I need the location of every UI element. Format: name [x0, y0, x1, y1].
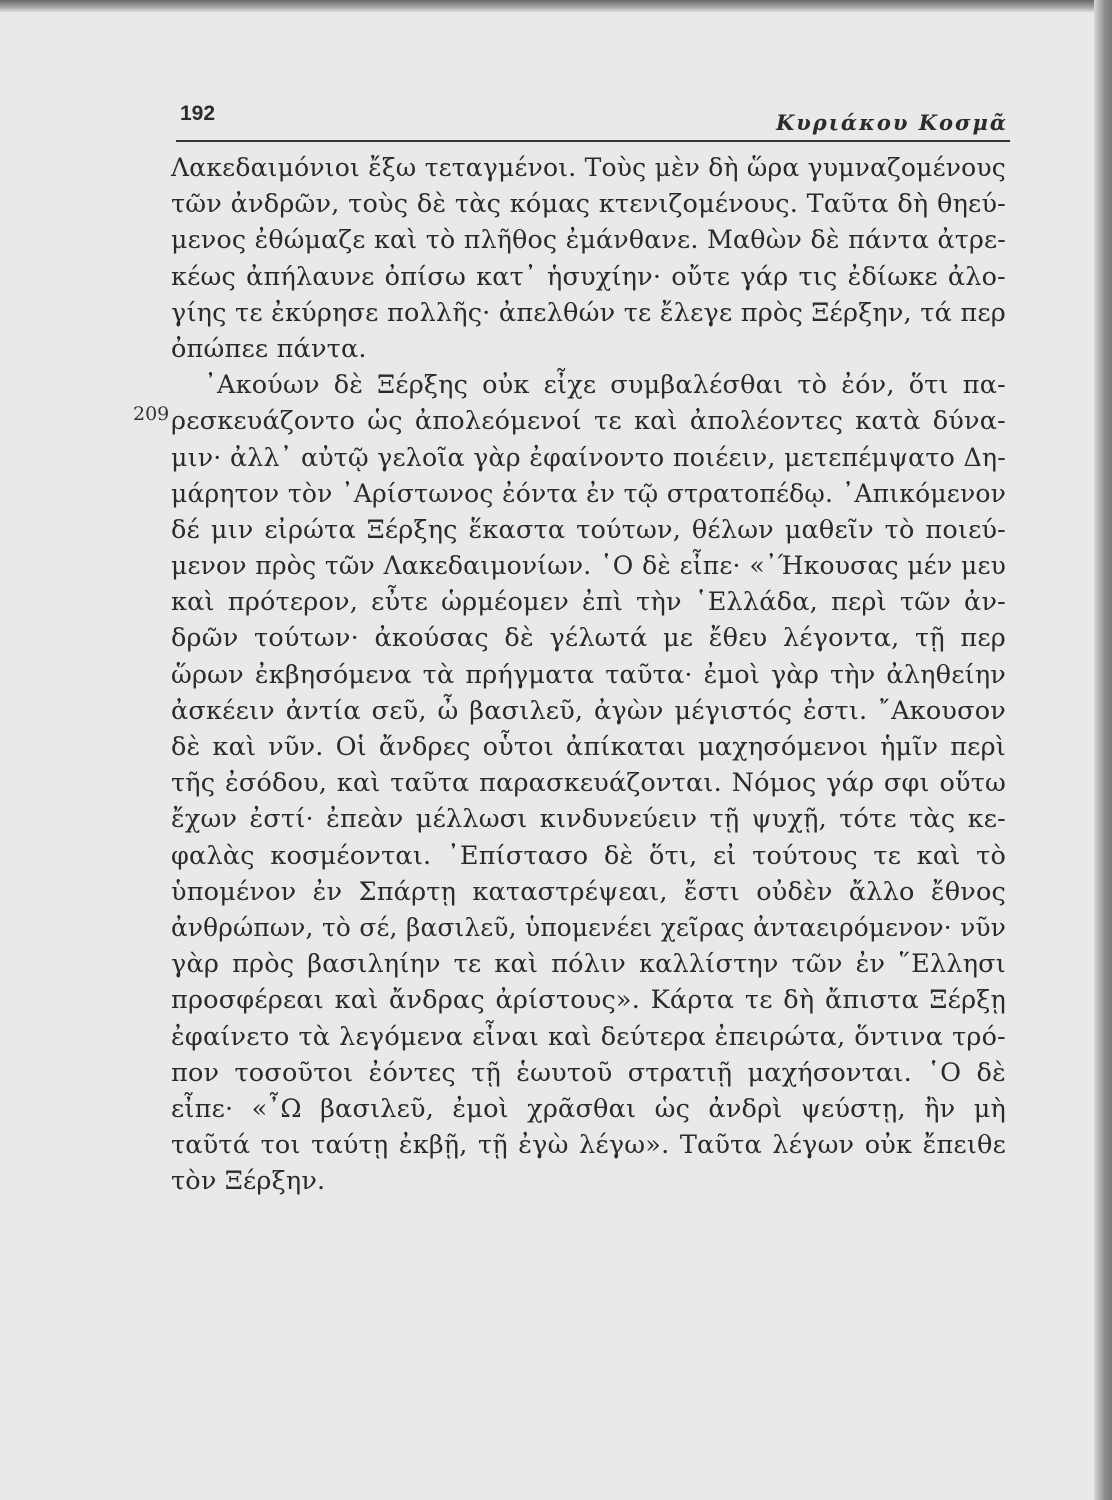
text-line: ἀσκέειν ἀντία σεῦ, ὦ βασιλεῦ, ἀγὼν μέγιστός ἐστι. ῎Ακουσον: [171, 695, 1006, 726]
text-line: ρεσκευάζοντο ὡς ἀπολεόμενοί τε καὶ ἀπολέοντες κατὰ δύνα-: [171, 406, 1006, 437]
text-line: μάρητον τὸν ᾽Αρίστωνος ἐόντα ἐν τῷ στρατοπέδῳ. ᾽Απικόμενον: [171, 478, 1006, 508]
text-line: τῶν ἀνδρῶν, τοὺς δὲ τὰς κόμας κτενιζομένους. Ταῦτα δὴ θηεύ-: [171, 189, 1006, 220]
text-line: δὲ καὶ νῦν. Οἱ ἄνδρες οὗτοι ἀπίκαται μαχησόμενοι ἡμῖν περὶ: [171, 732, 1006, 762]
text-line: κέως ἀπήλαυνε ὀπίσω κατ᾽ ἡσυχίην· οὔτε γάρ τις ἐδίωκε ἀλο-: [171, 261, 1006, 292]
body-text: [171, 150, 1006, 1199]
text-line: μενον πρὸς τῶν Λακεδαιμονίων. ῾Ο δὲ εἶπε· «᾽Ήκουσας μέν μευ: [171, 551, 1006, 581]
page-number: 192: [180, 102, 216, 125]
page-header: [176, 100, 1010, 142]
text-line: Λακεδαιμόνιοι ἔξω τεταγμένοι. Τοὺς μὲν δὴ ὥρα γυμναζομένους: [171, 153, 1006, 182]
text-line: ἔχων ἐστί· ἐπεὰν μέλλωσι κινδυνεύειν τῇ ψυχῇ, τότε τὰς κε-: [171, 804, 1006, 835]
text-line: γὰρ πρὸς βασιληίην τε καὶ πόλιν καλλίστην τῶν ἐν ῞Ελλησι: [171, 949, 1006, 980]
scan-top-edge: [0, 0, 1112, 12]
text-line: πον τοσοῦτοι ἐόντες τῇ ἑωυτοῦ στρατιῇ μαχήσονται. ῾Ο δὲ: [171, 1057, 1006, 1088]
text-line: ὥρων ἐκβησόμενα τὰ πρήγματα ταῦτα· ἐμοὶ γὰρ τὴν ἀληθείην: [171, 659, 1006, 690]
running-title: Κυριάκου Κοσμᾶ: [775, 110, 1008, 135]
text-line: μενος ἐθώμαζε καὶ τὸ πλῆθος ἐμάνθανε. Μαθὼν δὲ πάντα ἀτρε-: [171, 225, 1006, 255]
section-marginal-number: 209: [133, 403, 170, 425]
text-line: εἶπε· «῏Ω βασιλεῦ, ἐμοὶ χρᾶσθαι ὡς ἀνδρὶ ψεύστῃ, ἢν μὴ: [171, 1093, 1006, 1124]
text-line: καὶ πρότερον, εὖτε ὡρμέομεν ἐπὶ τὴν ῾Ελλάδα, περὶ τῶν ἀν-: [171, 587, 1006, 618]
text-line: μιν· ἀλλ᾽ αὐτῷ γελοῖα γὰρ ἐφαίνοντο ποιέειν, μετεπέμψατο Δη-: [171, 442, 1006, 472]
text-line: προσφέρεαι καὶ ἄνδρας ἀρίστους». Κάρτα τε δὴ ἄπιστα Ξέρξῃ: [171, 985, 1006, 1016]
text-line: ὑπομένον ἐν Σπάρτῃ καταστρέψεαι, ἔστι οὐδὲν ἄλλο ἔθνος: [171, 876, 1006, 907]
paragraph-end-line: τὸν Ξέρξην.: [171, 1166, 326, 1197]
paragraph-end-line: ὀπώπεε πάντα.: [171, 333, 367, 364]
text-line: φαλὰς κοσμέονται. ᾽Επίστασο δὲ ὅτι, εἰ τούτους τε καὶ τὸ: [171, 840, 1006, 871]
text-line: ἀνθρώπων, τὸ σέ, βασιλεῦ, ὑπομενέει χεῖρας ἀνταειρόμενον· νῦν: [171, 912, 1006, 942]
scan-right-edge: [1094, 0, 1112, 1500]
text-line: δρῶν τούτων· ἀκούσας δὲ γέλωτά με ἔθευ λέγοντα, τῇ περ: [171, 623, 1006, 654]
text-line: ταῦτά τοι ταύτῃ ἐκβῇ, τῇ ἐγὼ λέγω». Ταῦτα λέγων οὐκ ἔπειθε: [171, 1130, 1006, 1161]
text-line: ἐφαίνετο τὰ λεγόμενα εἶναι καὶ δεύτερα ἐπειρώτα, ὅντινα τρό-: [171, 1021, 1006, 1052]
text-line: ᾽Ακούων δὲ Ξέρξης οὐκ εἶχε συμβαλέσθαι τὸ ἐόν, ὅτι πα-: [204, 370, 1006, 401]
text-line: τῆς ἐσόδου, καὶ ταῦτα παρασκευάζονται. Νόμος γάρ σφι οὕτω: [171, 768, 1006, 799]
text-line: δέ μιν εἰρώτα Ξέρξης ἕκαστα τούτων, θέλων μαθεῖν τὸ ποιεύ-: [171, 514, 1006, 545]
text-line: γίης τε ἐκύρησε πολλῆς· ἀπελθών τε ἔλεγε πρὸς Ξέρξην, τά περ: [171, 297, 1006, 328]
